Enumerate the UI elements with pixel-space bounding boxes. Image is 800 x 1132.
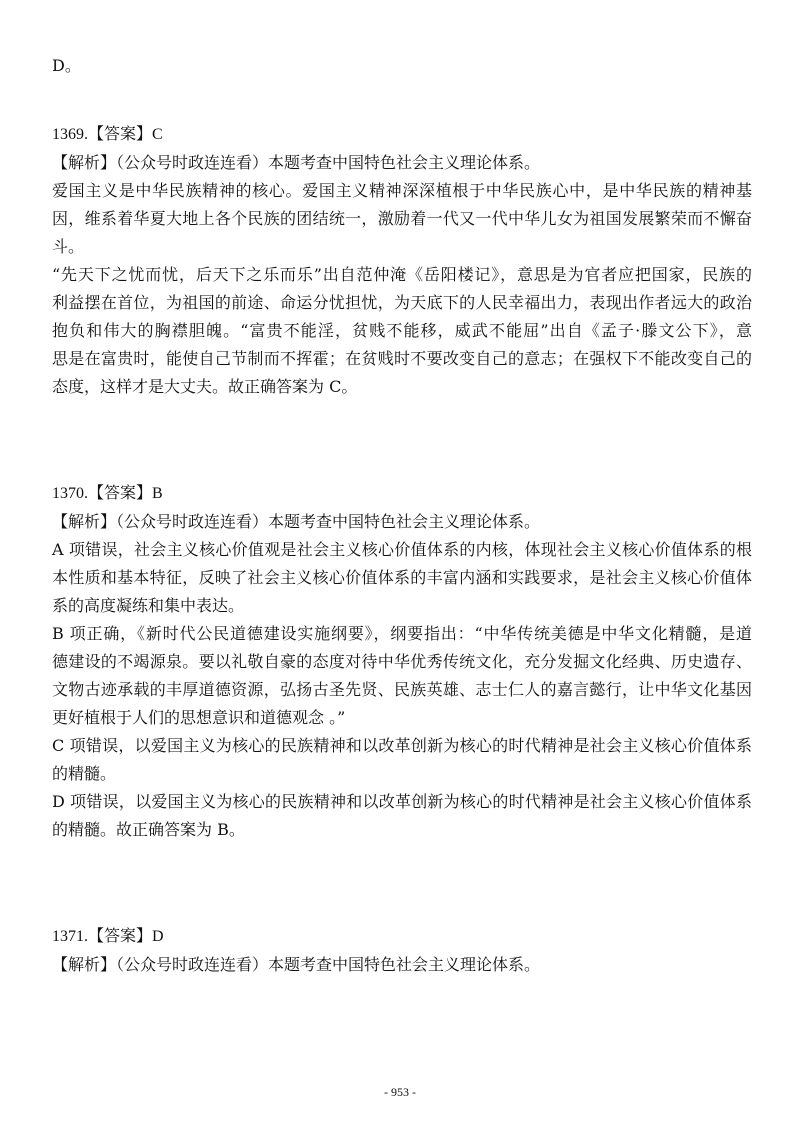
- question-1370-option-c-line-1: C 项错误，以爱国主义为核心的民族精神和以改革创新为核心的时代精神是社会主义核心价值体系: [52, 736, 752, 755]
- question-1369-paragraph-1-line-1: 爱国主义是中华民族精神的核心。爱国主义精神深深植根于中华民族心中，是中华民族的精神基: [52, 181, 752, 200]
- question-1370-option-a-line-2: 本性质和基本特征，反映了社会主义核心价值体系的丰富内涵和实践要求，是社会主义核心价值体: [52, 568, 752, 587]
- question-1370-option-a-line-1: A 项错误，社会主义核心价值观是社会主义核心价值体系的内核，体现社会主义核心价值体系的根: [52, 540, 752, 559]
- question-1370-option-a-line-3: 系的高度凝练和集中表达。: [52, 596, 245, 615]
- question-1370-option-b-line-4: 更好植根于人们的思想意识和道德观念 。”: [52, 708, 346, 727]
- previous-answer-tail: D。: [52, 56, 81, 75]
- question-1369-paragraph-2-line-5: 态度，这样才是大丈夫。故正确答案为 C。: [52, 377, 358, 396]
- question-1371-analysis-label: 【解析】（公众号时政连连看）本题考查中国特色社会主义理论体系。: [52, 955, 541, 974]
- question-1370-option-c-line-2: 的精髓。: [52, 764, 117, 783]
- question-1369-paragraph-2-line-1: “先天下之忧而忧，后天下之乐而乐”出自范仲淹《岳阳楼记》，意思是为官者应把国家，民族的: [52, 265, 752, 284]
- question-1370-option-d-line-2: 的精髓。故正确答案为 B。: [52, 820, 245, 839]
- question-1369-paragraph-2-line-4: 思是在富贵时，能使自己节制而不挥霍；在贫贱时不要改变自己的意志；在强权下不能改变自己的: [52, 349, 752, 368]
- question-1370-option-d-line-1: D 项错误，以爱国主义为核心的民族精神和以改革创新为核心的时代精神是社会主义核心价值体系: [52, 792, 752, 811]
- question-1369-paragraph-1-line-3: 斗。: [52, 237, 85, 256]
- question-1371-answer-heading: 1371.【答案】D: [52, 928, 164, 945]
- question-1369-paragraph-2-line-3: 抱负和伟大的胸襟胆魄。“富贵不能淫，贫贱不能移，威武不能屈”出自《孟子·滕文公下》，意: [52, 321, 752, 340]
- question-1369-analysis-label: 【解析】（公众号时政连连看）本题考查中国特色社会主义理论体系。: [52, 153, 541, 172]
- question-1369-paragraph-1-line-2: 因，维系着华夏大地上各个民族的团结统一，激励着一代又一代中华儿女为祖国发展繁荣而不懈奋: [52, 209, 752, 228]
- question-1370-option-b-line-1: B 项正确，《新时代公民道德建设实施纲要》，纲要指出：“中华传统美德是中华文化精髓，是道: [52, 624, 752, 643]
- question-1370-answer-heading: 1370.【答案】B: [52, 485, 163, 502]
- question-1369-paragraph-2-line-2: 利益摆在首位，为祖国的前途、命运分忧担忧，为天底下的人民幸福出力，表现出作者远大的政治: [52, 293, 752, 312]
- question-1370-analysis-label: 【解析】（公众号时政连连看）本题考查中国特色社会主义理论体系。: [52, 512, 541, 531]
- question-1370-option-b-line-3: 文物古迹承载的丰厚道德资源，弘扬古圣先贤、民族英雄、志士仁人的嘉言懿行，让中华文化基因: [52, 680, 752, 699]
- question-1369-answer-heading: 1369.【答案】C: [52, 126, 163, 143]
- page-number: - 953 -: [384, 1085, 416, 1099]
- question-1370-option-b-line-2: 德建设的不竭源泉。要以礼敬自豪的态度对待中华优秀传统文化，充分发掘文化经典、历史遗存、: [52, 652, 752, 671]
